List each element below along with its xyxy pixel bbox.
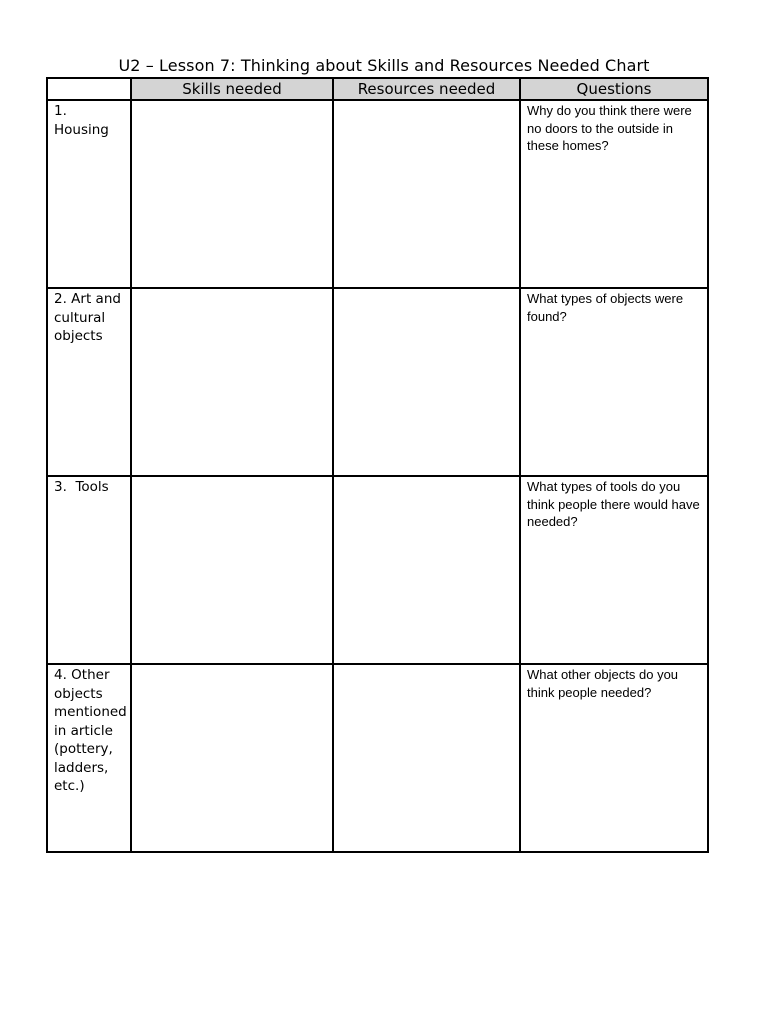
topic-label: 1. Housing (54, 103, 109, 138)
table-row-tools (47, 476, 708, 664)
table-row-other-objects (47, 664, 708, 852)
question-cell (520, 288, 708, 476)
resources-cell[interactable] (333, 476, 520, 664)
question-cell (520, 476, 708, 664)
skills-cell[interactable] (131, 664, 333, 852)
topic-label: 4. Other objects mentioned in article (pottery, ladders, etc.) (54, 667, 127, 794)
skills-cell[interactable] (131, 100, 333, 288)
skills-cell[interactable] (131, 476, 333, 664)
question-cell (520, 664, 708, 852)
header-resources-needed: Resources needed (333, 78, 520, 100)
topic-label: 2. Art and cultural objects (54, 291, 121, 344)
topic-cell (47, 476, 131, 664)
page-title: U2 – Lesson 7: Thinking about Skills and Resources Needed Chart (118, 56, 650, 75)
table-row-art (47, 288, 708, 476)
topic-cell (47, 100, 131, 288)
header-corner (47, 78, 131, 100)
header-skills-needed: Skills needed (131, 78, 333, 100)
topic-cell (47, 664, 131, 852)
question-text: Why do you think there were no doors to the outside in these homes? (527, 103, 692, 153)
topic-cell (47, 288, 131, 476)
question-text: What types of objects were found? (527, 291, 684, 324)
skills-cell[interactable] (131, 288, 333, 476)
resources-cell[interactable] (333, 100, 520, 288)
question-text: What types of tools do you think people there would have needed? (527, 479, 700, 529)
topic-label: 3. Tools (54, 479, 109, 495)
resources-cell[interactable] (333, 664, 520, 852)
header-row (47, 78, 708, 100)
question-cell (520, 100, 708, 288)
skills-resources-chart (46, 77, 709, 853)
header-questions: Questions (520, 78, 708, 100)
table-row-housing (47, 100, 708, 288)
question-text: What other objects do you think people needed? (527, 667, 679, 700)
resources-cell[interactable] (333, 288, 520, 476)
